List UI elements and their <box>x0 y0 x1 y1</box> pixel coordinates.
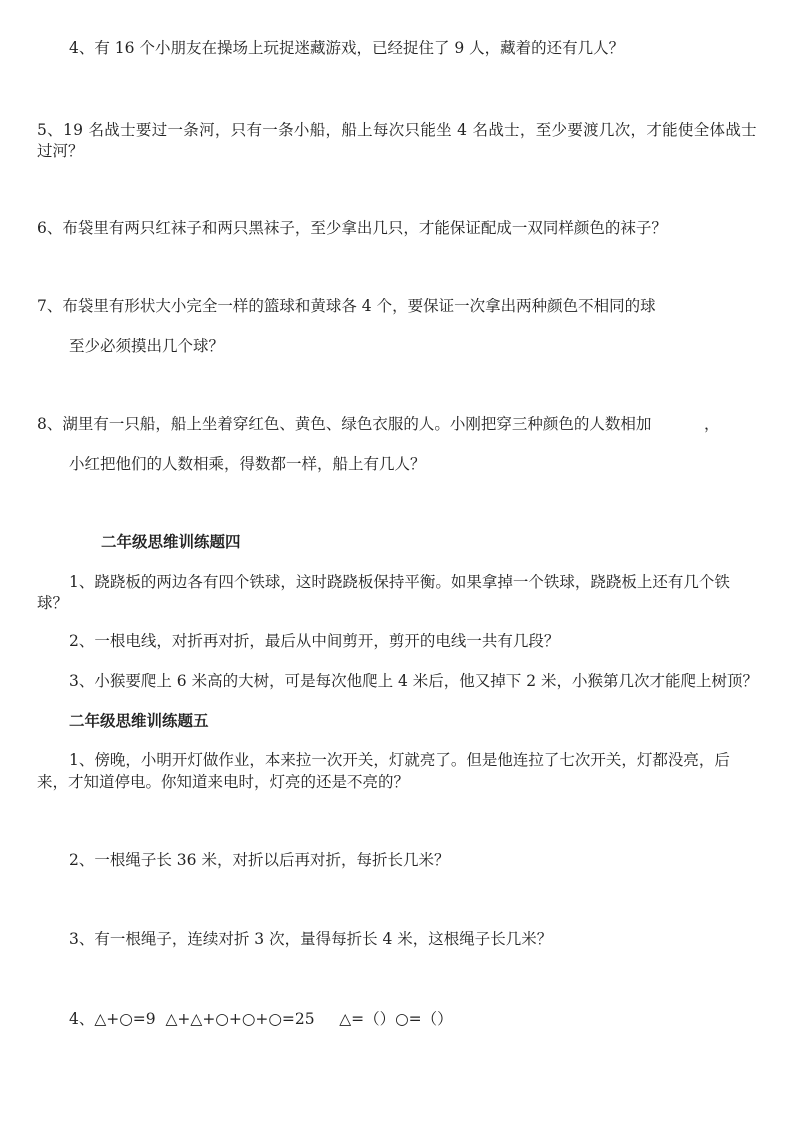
section-five-question-1-line-2: 来，才知道停电。你知道来电时，灯亮的还是不亮的？ <box>37 773 410 791</box>
section-five-title: 二年级思维训练题五 <box>69 712 209 730</box>
section-four-title: 二年级思维训练题四 <box>101 533 241 551</box>
question-4: 4、有 16 个小朋友在操场上玩捉迷藏游戏，已经捉住了 9 人，藏着的还有几人？ <box>69 39 625 57</box>
question-5-line-1: 5、19 名战士要过一条河，只有一条小船，船上每次只能坐 4 名战士，至少要渡几次，才能使全体战士 <box>37 121 757 139</box>
question-8-line-1: 8、湖里有一只船，船上坐着穿红色、黄色、绿色衣服的人。小刚把穿三种颜色的人数相加 <box>37 415 652 433</box>
question-8-comma: ， <box>704 415 720 433</box>
section-four-question-1-line-2: 球？ <box>37 594 69 612</box>
section-five-question-4: 4、△+○=9 △+△+○+○+○=25 △=（）○=（） <box>69 1010 453 1028</box>
section-five-question-2: 2、一根绳子长 36 米，对折以后再对折，每折长几米？ <box>69 851 450 869</box>
question-7-line-1: 7、布袋里有形状大小完全一样的篮球和黄球各 4 个，要保证一次拿出两种颜色不相同的球 <box>37 297 656 315</box>
question-5-line-2: 过河？ <box>37 142 84 160</box>
section-five-question-3: 3、有一根绳子，连续对折 3 次，量得每折长 4 米，这根绳子长几米？ <box>69 930 553 948</box>
section-five-question-1-line-1: 1、傍晚，小明开灯做作业，本来拉一次开关，灯就亮了。但是他连拉了七次开关，灯都没亮，后 <box>69 751 730 769</box>
section-four-question-1-line-1: 1、跷跷板的两边各有四个铁球，这时跷跷板保持平衡。如果拿掉一个铁球，跷跷板上还有几个铁 <box>69 573 730 591</box>
question-7-line-2: 至少必须摸出几个球？ <box>69 337 225 355</box>
section-four-question-2: 2、一根电线，对折再对折，最后从中间剪开，剪开的电线一共有几段？ <box>69 632 560 650</box>
question-6: 6、布袋里有两只红袜子和两只黑袜子，至少拿出几只，才能保证配成一双同样颜色的袜子？ <box>37 219 667 237</box>
section-four-question-3: 3、小猴要爬上 6 米高的大树，可是每次他爬上 4 米后，他又掉下 2 米，小猴第几次才能爬上树顶？ <box>69 672 759 690</box>
question-8-line-2: 小红把他们的人数相乘，得数都一样，船上有几人？ <box>69 455 426 473</box>
